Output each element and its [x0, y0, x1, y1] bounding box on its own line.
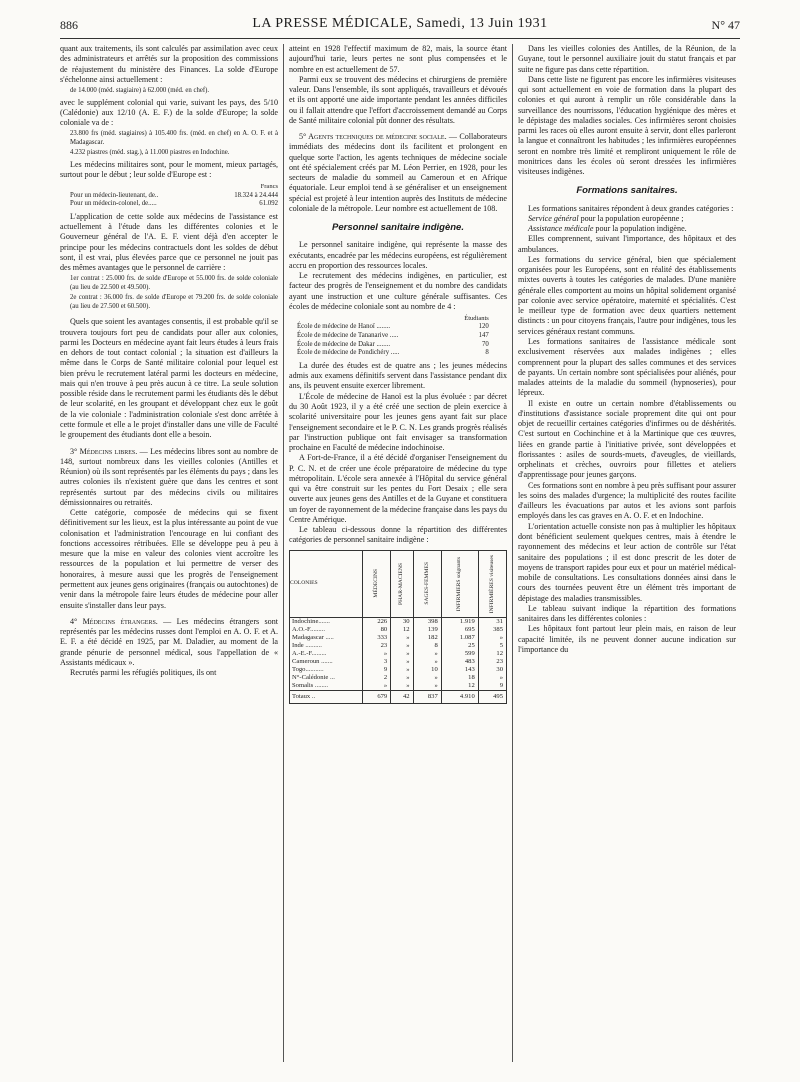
paragraph: Quels que soient les avantages consentis, il est probable qu'il se trouvera toujours fort peu de candidats pour aller aux colonies, parmi les Docteurs en médecine ayant fait leurs études à leurs frais en dehors de tout contact colonial ; la situation est d'ailleurs la même dans le Corps de Santé militaire colonial pour lequel est bien prévu le recrutement latéral parmi les docteurs en médecine, mais qui n'en trouve à peu près aucun à ce titre. La seule solution possible réside dans le recrutement parmi les étudiants dès le début de leur scolarité, en les groupant et développant chez eux le goût de la vie coloniale : l'administration coloniale s'est donc arrêtée à cette formule et elle a le projet d'installer dans une ville de Faculté le groupement des étudiants dont elle a besoin. [60, 317, 278, 440]
table-cell: 695 [441, 626, 478, 634]
column-2 [289, 44, 507, 1069]
paragraph: Le tableau suivant indique la répartition des formations sanitaires dans les différentes colonies : [518, 603, 736, 624]
table-cell: 25 [441, 642, 478, 650]
page-number: 886 [60, 18, 78, 32]
table-cell: » [363, 682, 391, 691]
paragraph: Cette catégorie, composée de médecins qui se fixent définitivement sur les lieux, est la plus intéressante au point de vue colonisation et l'administration l'encourage en lui confiant des fonctions accessoires rétribuées. Elle se développe peu à peu à mesure que la mise en valeur des colonies vient accroître les ressources de la population et lui permettre de verser des honoraires, à mesure aussi que les progrès de l'enseignement permettent aux jeunes gens originaires (français ou autochtones) de venir dans la métropole faire leurs études de médecine pour aller ensuite s'installer dans leur pays. [60, 508, 278, 610]
table-cell: 80 [363, 626, 391, 634]
table-cell: 9 [478, 682, 506, 691]
table-cell: 1.919 [441, 617, 478, 626]
table-cell: » [478, 674, 506, 682]
table-cell: 385 [478, 626, 506, 634]
issue-number: N° 47 [711, 18, 740, 32]
solde-detail: de 14.000 (méd. stagiaire) à 62.000 (méd. en chef). [70, 87, 210, 95]
table-row [290, 617, 507, 626]
table-cell: » [391, 666, 413, 674]
table-cell: 61.092 [259, 200, 278, 208]
category-name: Assistance médicale [528, 224, 594, 234]
table-cell: 12 [478, 650, 506, 658]
contract-detail: 1er contrat : 25.000 frs. de solde d'Europe et 55.000 frs. de solde coloniale (au lieu de 22.500 et 49.500). [70, 275, 278, 291]
table-cell: 5 [478, 642, 506, 650]
table-cell: 147 [478, 332, 489, 340]
column-header-label: SAGES-FEMMES [423, 562, 430, 605]
table-cell: » [363, 650, 391, 658]
category-text: pour la population européenne ; [578, 213, 684, 223]
category-item [518, 214, 736, 224]
table-cell: École de médecine de Hanoï ........ [297, 323, 391, 331]
paragraph: Elles comprennent, suivant l'importance, des hôpitaux et des ambulances. [518, 234, 736, 254]
paragraph: avec le supplément colonial qui varie, suivant les pays, des 5/10 (Calédonie) aux 12/10 (A. E. F.) de la solde d'Europe; la solde coloniale va de : [60, 97, 278, 128]
paragraph: Le recrutement des médecins indigènes, en particulier, est facteur des progrès de l'enseignement et du nombre des candidats ayant une instruction et une culture générale suffisantes. Ces écoles de médecine coloniale sont au nombre de 4 : [289, 271, 507, 311]
table-cell: 18 [441, 674, 478, 682]
table-cell: 30 [478, 666, 506, 674]
paragraph-text: — Les médecins étrangers sont représentés par les médecins russes dont l'emploi en A. O. F. et A. E. F. a été décidé en 1925, par M. Daladier, au moment de la grande pénurie de personnel médical, sous l'appellation de « Assistants médicaux ». [60, 616, 278, 667]
paragraph: Le personnel sanitaire indigène, qui représente la masse des exécutants, encadrée par les médecins européens, est régulièrement accru en proportion des ressources locales. [289, 240, 507, 270]
table-cell: » [391, 658, 413, 666]
category-name: Service général [528, 213, 579, 223]
table-cell: 18.324 à 24.444 [234, 191, 278, 199]
table-cell-colony: A.-E.-F......... [290, 650, 363, 658]
table-total-row [290, 690, 507, 703]
table-cell: 120 [478, 323, 489, 331]
paragraph-medecins-etrangers [60, 617, 278, 668]
section-lead: 3° Médecins libres. [70, 446, 138, 456]
paragraph: Les médecins militaires sont, pour le moment, mieux partagés, surtout pour le début ; leur solde d'Europe est : [60, 159, 278, 180]
table-cell: 182 [413, 634, 441, 642]
paragraph: Parmi eux se trouvent des médecins et chirurgiens de première valeur. Dans l'ensemble, ils sont appliqués, travailleurs et dévoués et ils ont apporté une aide importante pendant les années difficiles ou il fallait attendre que l'effort d'accroissement demandé au Corps de Santé militaire colonial pût donner des résultats. [289, 74, 507, 125]
table-cell: » [413, 658, 441, 666]
table-row [290, 642, 507, 650]
table-cell: 31 [478, 617, 506, 626]
page-header [60, 12, 740, 39]
table-cell-colony: A.O.-F......... [290, 626, 363, 634]
table-cell: » [391, 650, 413, 658]
paragraph: L'École de médecine de Hanoï est la plus évoluée : par décret du 30 Août 1923, il y a été créé une section de plein exercice à scolarité universitaire pour les jeunes gens ayant fait sur place l'enseignement secondaire et le P. C. N. Les grands progrès réalisés par l'instruction publique ont fait envisager sa transformation prochaine en Faculté de médecine indochinoise. [289, 391, 507, 453]
table-row [297, 349, 489, 358]
solde-detail: 4.232 piastres (méd. stag.), à 11.000 piastres en Indochine. [70, 149, 230, 157]
table-row [290, 658, 507, 666]
table-cell-colony: Togo........... [290, 666, 363, 674]
table-cell-colony: Cameroun ....... [290, 658, 363, 666]
column-header [413, 550, 441, 617]
table-cell: 226 [363, 617, 391, 626]
table-cell: 599 [441, 650, 478, 658]
table-row [297, 341, 489, 350]
paragraph: Les formations sanitaires répondent à deux grandes catégories : [528, 203, 734, 213]
paragraph: Les formations sanitaires de l'assistance médicale sont exclusivement réservées aux malades indigènes ; elles comprennent pour la plupart des salles communes et des services de payants. Un certain nombre sont spécialisées pour aliénés, pour malades atteints de la maladie du sommeil (hypnoseries), pour lépreux. [518, 336, 736, 398]
table-row [60, 200, 278, 209]
section-lead: 5° Agents techniques de médecine sociale. [299, 132, 447, 142]
table-cell: 495 [478, 690, 506, 703]
journal-title: LA PRESSE MÉDICALE, Samedi, 13 Juin 1931 [252, 16, 548, 31]
column-rule-right [512, 44, 513, 1062]
column-rule-left [283, 44, 284, 1062]
column-header-label: INFIRMIERS soignants [456, 556, 463, 611]
section-heading: Personnel sanitaire indigène. [332, 222, 464, 234]
paragraph: La durée des études est de quatre ans ; les jeunes médecins admis aux examens définitifs servent dans l'assistance pendant dix ans, ils peuvent ensuite exercer librement. [289, 360, 507, 391]
paragraph: Dans les vieilles colonies des Antilles, de la Réunion, de la Guyane, tout le personnel auxiliaire jouit du statut français et par suite ne figure pas dans cette répartition. [518, 44, 736, 74]
column-header [478, 550, 506, 617]
column-header-label: MÉDECINS [373, 569, 380, 598]
table-cell: » [391, 674, 413, 682]
table-cell: 3 [363, 658, 391, 666]
paragraph-text: — Les médecins libres sont au nombre de 148, surtout nombreux dans les vieilles colonies (Antilles et Réunion) où ils sont représentés par les éléments du pays ; dans les autres colonies ils n'existent guère que dans les centres et sont représentés surtout par des médecins civils ou militaires démissionnaires ou retraités. [60, 446, 278, 507]
personnel-table-body [290, 617, 507, 703]
table-cell: 4.910 [441, 690, 478, 703]
table-header-row [290, 550, 507, 617]
solde-table [60, 183, 278, 209]
paragraph-medecins-libres [60, 447, 278, 509]
table-cell: 10 [413, 666, 441, 674]
table-cell: 12 [391, 626, 413, 634]
column-header: COLONIES [290, 550, 363, 617]
contract-detail: 2e contrat : 36.000 frs. de solde d'Europe et 79.200 frs. de solde coloniale (au lieu de 27.500 et 60.500). [70, 294, 278, 310]
table-cell: 8 [413, 642, 441, 650]
table-cell: » [413, 674, 441, 682]
solde-table-head: Francs [260, 183, 278, 191]
table-cell: 483 [441, 658, 478, 666]
table-cell: » [391, 682, 413, 691]
table-row [290, 674, 507, 682]
column-3 [518, 44, 736, 1069]
paragraph: Recrutés parmi les réfugiés politiques, ils ont [70, 668, 217, 678]
paragraph: Le tableau ci-dessous donne la répartition des différentes catégories de personnel sanitaire indigène : [289, 525, 507, 545]
table-cell: Pour un médecin-lieutenant, de.. [70, 191, 159, 199]
schools-table-head: Étudiants [464, 315, 489, 323]
table-cell: 837 [413, 690, 441, 703]
paragraph: Il existe en outre un certain nombre d'établissements ou d'institutions d'assistance sociale proprement dite qui ont pour objet de recueillir certaines catégories d'infirmes ou de déshérités. C'est surtout en Cochinchine et à la Martinique que ces œuvres, liées en grande partie à l'initiative privée, sont développées et florissantes : asiles de sourds-muets, d'aveugles, de vieillards, orphelinats et crèches, ouvroirs pour fillettes et ateliers d'apprentissage pour jeunes garçons. [518, 398, 736, 480]
column-1 [60, 44, 278, 1069]
table-cell: 1.087 [441, 634, 478, 642]
table-cell: 70 [482, 340, 489, 348]
table-cell-colony: N°-Calédonie ... [290, 674, 363, 682]
paragraph: quant aux traitements, ils sont calculés par assimilation avec ceux des administrateurs et arrêtés sur la proposition des commissions de réajustement du ministère des Finances. La solde d'Europe s'échelonne ainsi actuellement : [60, 44, 278, 84]
category-item [518, 224, 736, 234]
table-cell: 2 [363, 674, 391, 682]
paragraph: A Fort-de-France, il a été décidé d'organiser l'enseignement du P. C. N. et de créer une école préparatoire de médecine du type métropolitain. L'école sera annexée à l'Hôpital du service général qui va être construit sur les pentes du Fort Desaix ; elle sera ouverte aux jeunes gens des Antilles et de la Guyane et constituera un foyer de rayonnement de la médecine française dans les pays du Centre Amérique. [289, 453, 507, 524]
column-header [441, 550, 478, 617]
table-cell: 679 [363, 690, 391, 703]
table-cell: École de médecine de Dakar ........ [297, 340, 391, 348]
table-cell: 23 [478, 658, 506, 666]
table-row [297, 332, 489, 341]
table-cell: » [391, 634, 413, 642]
table-cell: 9 [363, 666, 391, 674]
table-cell: École de médecine de Tananarive ..... [297, 332, 399, 340]
paragraph-agents-techniques [289, 132, 507, 214]
paragraph: Les formations du service général, bien que spécialement organisées pour les Européens, sont en réalité des établissements mixtes ouverts à toutes les catégories de malades. D'une manière générale elles comportent au moins un hôpital solidement organisé par colonie avec service opératoire, maternité et spécialités. C'est le meilleur type de formation avec deux quartiers nettement distincts : un pour citoyens français, l'autre pour indigènes, tous les services généraux restant communs. [518, 254, 736, 336]
paragraph: L'orientation actuelle consiste non pas à multiplier les hôpitaux dont bénéficient seulement quelques centres, mais à étendre le rayonnement des médecins et leur action de contrôle sur l'état sanitaire des populations ; il est donc prescrit de les doter de moyens de transport rapides pour eux et pour un matériel médical-mobile de consultations. Les consultations données ainsi dans le cours des tournées peuvent être un élément très important de dépistage des maladies transmissibles. [518, 521, 736, 603]
table-row [290, 682, 507, 691]
section-heading: Formations sanitaires. [576, 185, 678, 197]
paragraph: Dans cette liste ne figurent pas encore les infirmières visiteuses qui sont actuellement en voie de formation dans la plupart des colonies et qui auront à remplir un rôle considérable dans la surveillance des nourrissons, l'éducation hygiénique des mères et le dépistage des maladies sociales. Ces infirmières seront choisies parmi les races où elles auront ensuite à servir, dont elles parleront la langue et connaîtront les habitudes ; les infirmières européennes seront en nombre très limité et rempliront uniquement le rôle de monitrices dans les écoles où seront dressées les infirmières visiteuses indigènes. [518, 74, 736, 177]
paragraph: atteint en 1928 l'effectif maximum de 82, mais, la source étant aujourd'hui tarie, leurs pertes ne sont plus compensées et le nombre en est actuellement de 57. [289, 44, 507, 74]
table-cell-colony: Inde .......... [290, 642, 363, 650]
schools-table [297, 315, 489, 358]
table-row [297, 323, 489, 332]
column-header-label: INFIRMIÈRES visiteuses [488, 554, 495, 613]
table-row [290, 634, 507, 642]
table-cell: Pour un médecin-colonel, de..... [70, 200, 157, 208]
table-cell-colony: Indochine....... [290, 617, 363, 626]
solde-detail: 23.800 frs (méd. stagiaires) à 105.400 frs. (méd. en chef) en A. O. F. et à Madagascar. [70, 130, 278, 146]
table-cell: 12 [441, 682, 478, 691]
column-header-label: PHAR-MACIENS [398, 562, 405, 605]
table-cell: 23 [363, 642, 391, 650]
table-cell: 333 [363, 634, 391, 642]
category-text: pour la population indigène. [593, 224, 687, 234]
table-cell-colony: Totaux .. [290, 690, 363, 703]
table-cell: École de médecine de Pondichéry ..... [297, 349, 400, 357]
personnel-table [289, 550, 507, 704]
table-cell: 8 [485, 349, 489, 357]
table-cell: » [391, 642, 413, 650]
table-cell: 42 [391, 690, 413, 703]
column-header [363, 550, 391, 617]
paragraph-text: — Collaborateurs immédiats des médecins dont ils facilitent et prolongent en quelque sorte l'action, les agents techniques de médecine sociale ont été spécialement créés par M. Léon Perrier, en 1928, pour les secteurs de maladie du sommeil au Cameroun et en Afrique équatoriale. Leur emploi tend à se généraliser et un enseignement spécial est projeté à leur intention auprès des Instituts de médecine coloniale de la métropole. Leur nombre est actuellement de 108. [289, 132, 507, 213]
table-cell-colony: Madagascar ..... [290, 634, 363, 642]
table-row [290, 626, 507, 634]
table-cell: 30 [391, 617, 413, 626]
table-row [290, 666, 507, 674]
table-cell: 143 [441, 666, 478, 674]
table-cell: 139 [413, 626, 441, 634]
table-cell: » [413, 650, 441, 658]
table-cell: » [413, 682, 441, 691]
table-cell-colony: Somalis ........ [290, 682, 363, 691]
table-cell: » [478, 634, 506, 642]
table-row [60, 192, 278, 201]
paragraph: Les hôpitaux font partout leur plein mais, en raison de leur capacité limitée, ils ne peuvent donner aucune indication sur l'importance du [518, 624, 736, 654]
paragraph: Ces formations sont en nombre à peu près suffisant pour assurer les soins des malades d'urgence; la multiplicité des routes facilite d'ailleurs les évacuations par autos et les avions sont parfois employés dans les cas graves en A. O. F. et en Indochine. [518, 480, 736, 521]
table-cell: 398 [413, 617, 441, 626]
section-lead: 4° Médecins étrangers. [70, 616, 158, 626]
column-header [391, 550, 413, 617]
table-row [290, 650, 507, 658]
paragraph: L'application de cette solde aux médecins de l'assistance est actuellement à l'étude dans les différentes colonies et le Gouverneur général de l'A. E. F. vient déjà d'en accepter le principe pour les médecins contractuels dont les soldes de début sont, il est vrai, plus élevées parce que ce personnel ne jouit pas des mêmes avantages que le personnel de carrière : [60, 211, 278, 273]
